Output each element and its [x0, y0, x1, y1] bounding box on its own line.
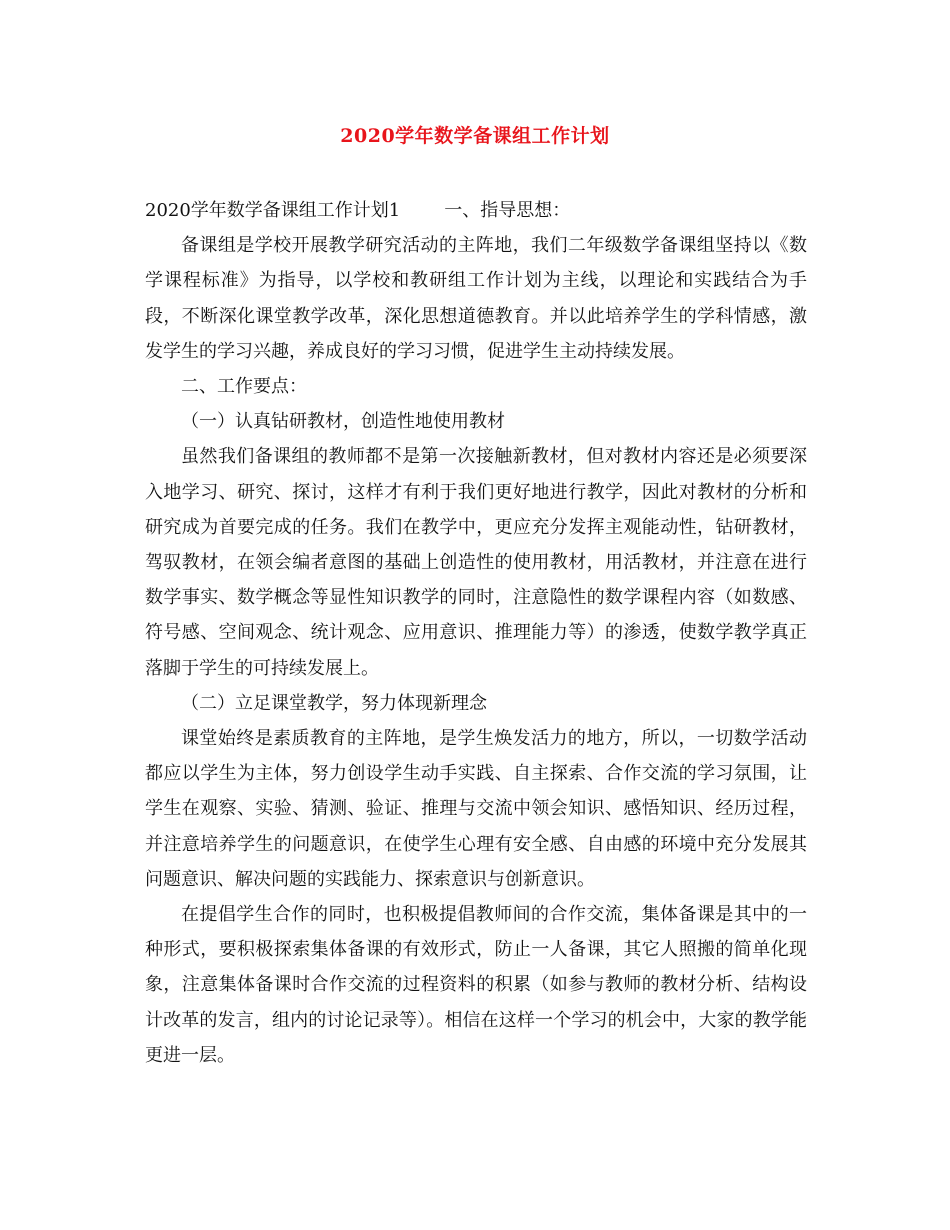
paragraph-collective-lesson-prep: 在提倡学生合作的同时，也积极提倡教师间的合作交流，集体备课是其中的一种形式，要积极探索集体备课的有效形式，防止一人备课，其它人照搬的简单化现象，注意集体备课时合作交流的过程资料的积累（如参与教师的教材分析、结构设计改革的发言，组内的讨论记录等）。相信在这样一个学习的机会中，大家的教学能更进一层。	[145, 904, 807, 1066]
document-body	[145, 193, 807, 1073]
point2-heading: （二）立足课堂教学，努力体现新理念	[181, 692, 487, 714]
document-title: 2020学年数学备课组工作计划	[340, 125, 610, 147]
first-line	[145, 193, 807, 228]
paragraph-guiding-thought: 备课组是学校开展教学研究活动的主阵地，我们二年级数学备课组坚持以《数学课程标准》为指导，以学校和教研组工作计划为主线，以理论和实践结合为手段，不断深化课堂教学改革，深化思想道德教育。并以此培养学生的学科情感，激发学生的学习兴趣，养成良好的学习习惯，促进学生主动持续发展。	[145, 235, 807, 362]
section2-heading: 二、工作要点：	[181, 376, 307, 398]
point1-heading: （一）认真钻研教材，创造性地使用教材	[181, 411, 505, 433]
paragraph-textbook-study: 虽然我们备课组的教师都不是第一次接触新教材，但对教材内容还是必须要深入地学习、研究、探讨，这样才有利于我们更好地进行教学，因此对教材的分析和研究成为首要完成的任务。我们在教学中，更应充分发挥主观能动性，钻研教材，驾驭教材，在领会编者意图的基础上创造性的使用教材，用活教材，并注意在进行数学事实、数学概念等显性知识教学的同时，注意隐性的数学课程内容（如数感、符号感、空间观念、统计观念、应用意识、推理能力等）的渗透，使数学教学真正落脚于学生的可持续发展上。	[145, 446, 807, 679]
plan-heading: 2020学年数学备课组工作计划1	[145, 200, 401, 221]
section1-heading: 一、指导思想：	[444, 200, 571, 221]
paragraph-classroom-teaching: 课堂始终是素质教育的主阵地，是学生焕发活力的地方，所以，一切数学活动都应以学生为主体，努力创设学生动手实践、自主探索、合作交流的学习氛围，让学生在观察、实验、猜测、验证、推理与交流中领会知识、感悟知识、经历过程，并注意培养学生的问题意识，在使学生心理有安全感、自由感的环境中充分发展其问题意识、解决问题的实践能力、探索意识与创新意识。	[145, 728, 807, 890]
